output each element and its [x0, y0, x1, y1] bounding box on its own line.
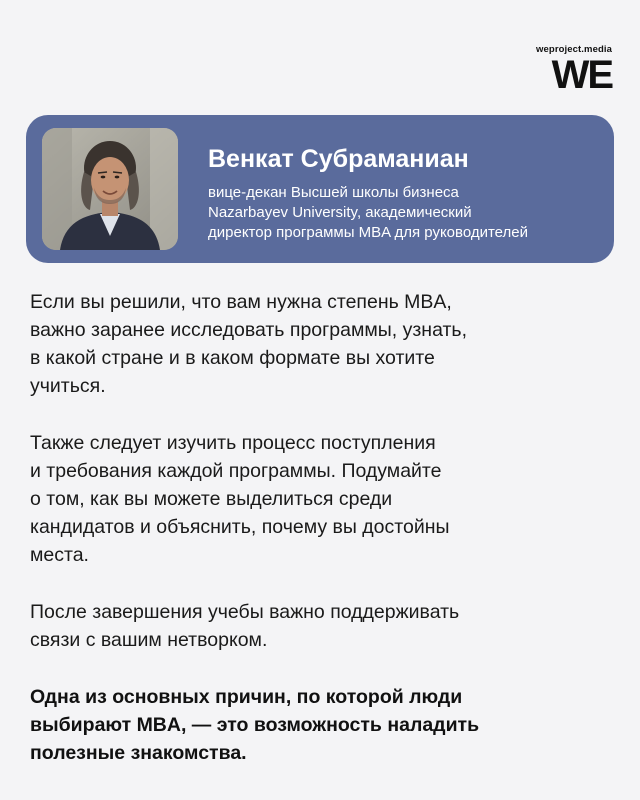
brand-site-label: weproject.media: [536, 44, 612, 55]
text-line: связи с вашим нетворком.: [30, 629, 268, 651]
role-line: Nazarbayev University, академический: [208, 204, 472, 221]
text-line: Также следует изучить процесс поступления: [30, 432, 436, 454]
text-line: кандидатов и объяснить, почему вы достойны: [30, 516, 450, 538]
person-name: Венкат Субраманиан: [208, 145, 469, 173]
text-line: и требования каждой программы. Подумайте: [30, 460, 442, 482]
text-line: о том, как вы можете выделиться среди: [30, 488, 393, 510]
text-line: После завершения учебы важно поддерживать: [30, 601, 460, 623]
text-line: важно заранее исследовать программы, узнать,: [30, 319, 467, 341]
text-line: в какой стране и в каком формате вы хотите: [30, 347, 435, 369]
text-line: Если вы решили, что вам нужна степень MBA,: [30, 291, 452, 313]
paragraph-conclusion: [30, 683, 620, 767]
paragraph-network: [30, 598, 620, 654]
brand-logo: [522, 44, 612, 95]
text-line: полезные знакомства.: [30, 742, 247, 764]
role-line: вице-декан Высшей школы бизнеса: [208, 184, 459, 201]
text-line: учиться.: [30, 375, 106, 397]
profile-card: [26, 115, 614, 263]
paragraph-intro: [30, 288, 620, 400]
article-body: [30, 288, 620, 796]
brand-logo-text: WE: [551, 53, 612, 97]
text-line: выбирают MBA, — это возможность наладить: [30, 714, 480, 736]
person-role: [208, 183, 608, 243]
role-line: директор программы MBA для руководителей: [208, 224, 528, 241]
avatar: [42, 128, 178, 250]
portrait-photo: [42, 128, 178, 250]
text-line: Одна из основных причин, по которой люди: [30, 686, 463, 708]
text-line: места.: [30, 544, 89, 566]
paragraph-admission: [30, 429, 620, 569]
